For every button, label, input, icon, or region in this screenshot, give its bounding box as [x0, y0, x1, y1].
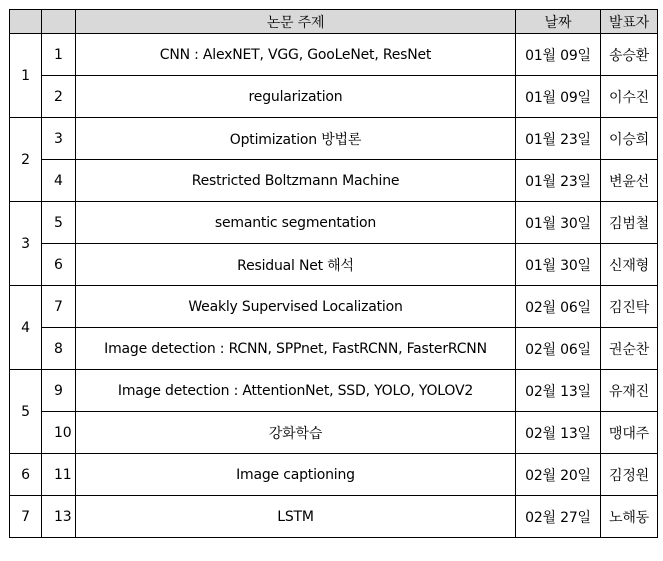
topic-cell: 강화학습 [76, 412, 516, 454]
presenter-cell: 변윤선 [601, 160, 658, 202]
date-cell: 02월 06일 [516, 328, 601, 370]
header-week [10, 10, 42, 34]
date-cell: 01월 23일 [516, 160, 601, 202]
presenter-cell: 김진탁 [601, 286, 658, 328]
topic-cell: Residual Net 해석 [76, 244, 516, 286]
date-cell: 01월 30일 [516, 202, 601, 244]
table-row [10, 76, 658, 118]
topic-cell: Restricted Boltzmann Machine [76, 160, 516, 202]
table-row [10, 202, 658, 244]
number-cell: 2 [42, 76, 76, 118]
number-cell: 9 [42, 370, 76, 412]
table-row [10, 160, 658, 202]
header-number [42, 10, 76, 34]
topic-cell: Optimization 방법론 [76, 118, 516, 160]
header-topic: 논문 주제 [76, 10, 516, 34]
topic-cell: CNN : AlexNET, VGG, GooLeNet, ResNet [76, 34, 516, 76]
header-row [10, 10, 658, 34]
date-cell: 02월 13일 [516, 370, 601, 412]
table-row [10, 454, 658, 496]
schedule-sheet [9, 9, 658, 538]
date-cell: 02월 20일 [516, 454, 601, 496]
presenter-cell: 송승환 [601, 34, 658, 76]
topic-cell: regularization [76, 76, 516, 118]
table-row [10, 370, 658, 412]
table-row [10, 286, 658, 328]
number-cell: 8 [42, 328, 76, 370]
table-row [10, 34, 658, 76]
number-cell: 11 [42, 454, 76, 496]
date-cell: 01월 09일 [516, 34, 601, 76]
week-cell: 5 [10, 370, 42, 454]
number-cell: 5 [42, 202, 76, 244]
week-cell: 4 [10, 286, 42, 370]
presenter-cell: 맹대주 [601, 412, 658, 454]
topic-cell: Weakly Supervised Localization [76, 286, 516, 328]
header-presenter: 발표자 [601, 10, 658, 34]
date-cell: 02월 06일 [516, 286, 601, 328]
topic-cell: semantic segmentation [76, 202, 516, 244]
week-cell: 1 [10, 34, 42, 118]
topic-cell: LSTM [76, 496, 516, 538]
presenter-cell: 이승희 [601, 118, 658, 160]
topic-cell: Image detection : AttentionNet, SSD, YOLO, YOLOV2 [76, 370, 516, 412]
number-cell: 4 [42, 160, 76, 202]
date-cell: 01월 23일 [516, 118, 601, 160]
date-cell: 02월 13일 [516, 412, 601, 454]
number-cell: 7 [42, 286, 76, 328]
presentation-schedule-table [9, 9, 658, 538]
table-row [10, 328, 658, 370]
presenter-cell: 신재형 [601, 244, 658, 286]
number-cell: 13 [42, 496, 76, 538]
week-cell: 6 [10, 454, 42, 496]
presenter-cell: 권순찬 [601, 328, 658, 370]
table-row [10, 496, 658, 538]
number-cell: 6 [42, 244, 76, 286]
topic-cell: Image captioning [76, 454, 516, 496]
week-cell: 2 [10, 118, 42, 202]
date-cell: 01월 30일 [516, 244, 601, 286]
week-cell: 3 [10, 202, 42, 286]
number-cell: 3 [42, 118, 76, 160]
table-row [10, 118, 658, 160]
presenter-cell: 김정원 [601, 454, 658, 496]
number-cell: 1 [42, 34, 76, 76]
presenter-cell: 김범철 [601, 202, 658, 244]
table-row [10, 244, 658, 286]
date-cell: 01월 09일 [516, 76, 601, 118]
date-cell: 02월 27일 [516, 496, 601, 538]
header-date: 날짜 [516, 10, 601, 34]
number-cell: 10 [42, 412, 76, 454]
presenter-cell: 이수진 [601, 76, 658, 118]
presenter-cell: 노해동 [601, 496, 658, 538]
presenter-cell: 유재진 [601, 370, 658, 412]
week-cell: 7 [10, 496, 42, 538]
topic-cell: Image detection : RCNN, SPPnet, FastRCNN, FasterRCNN [76, 328, 516, 370]
table-row [10, 412, 658, 454]
